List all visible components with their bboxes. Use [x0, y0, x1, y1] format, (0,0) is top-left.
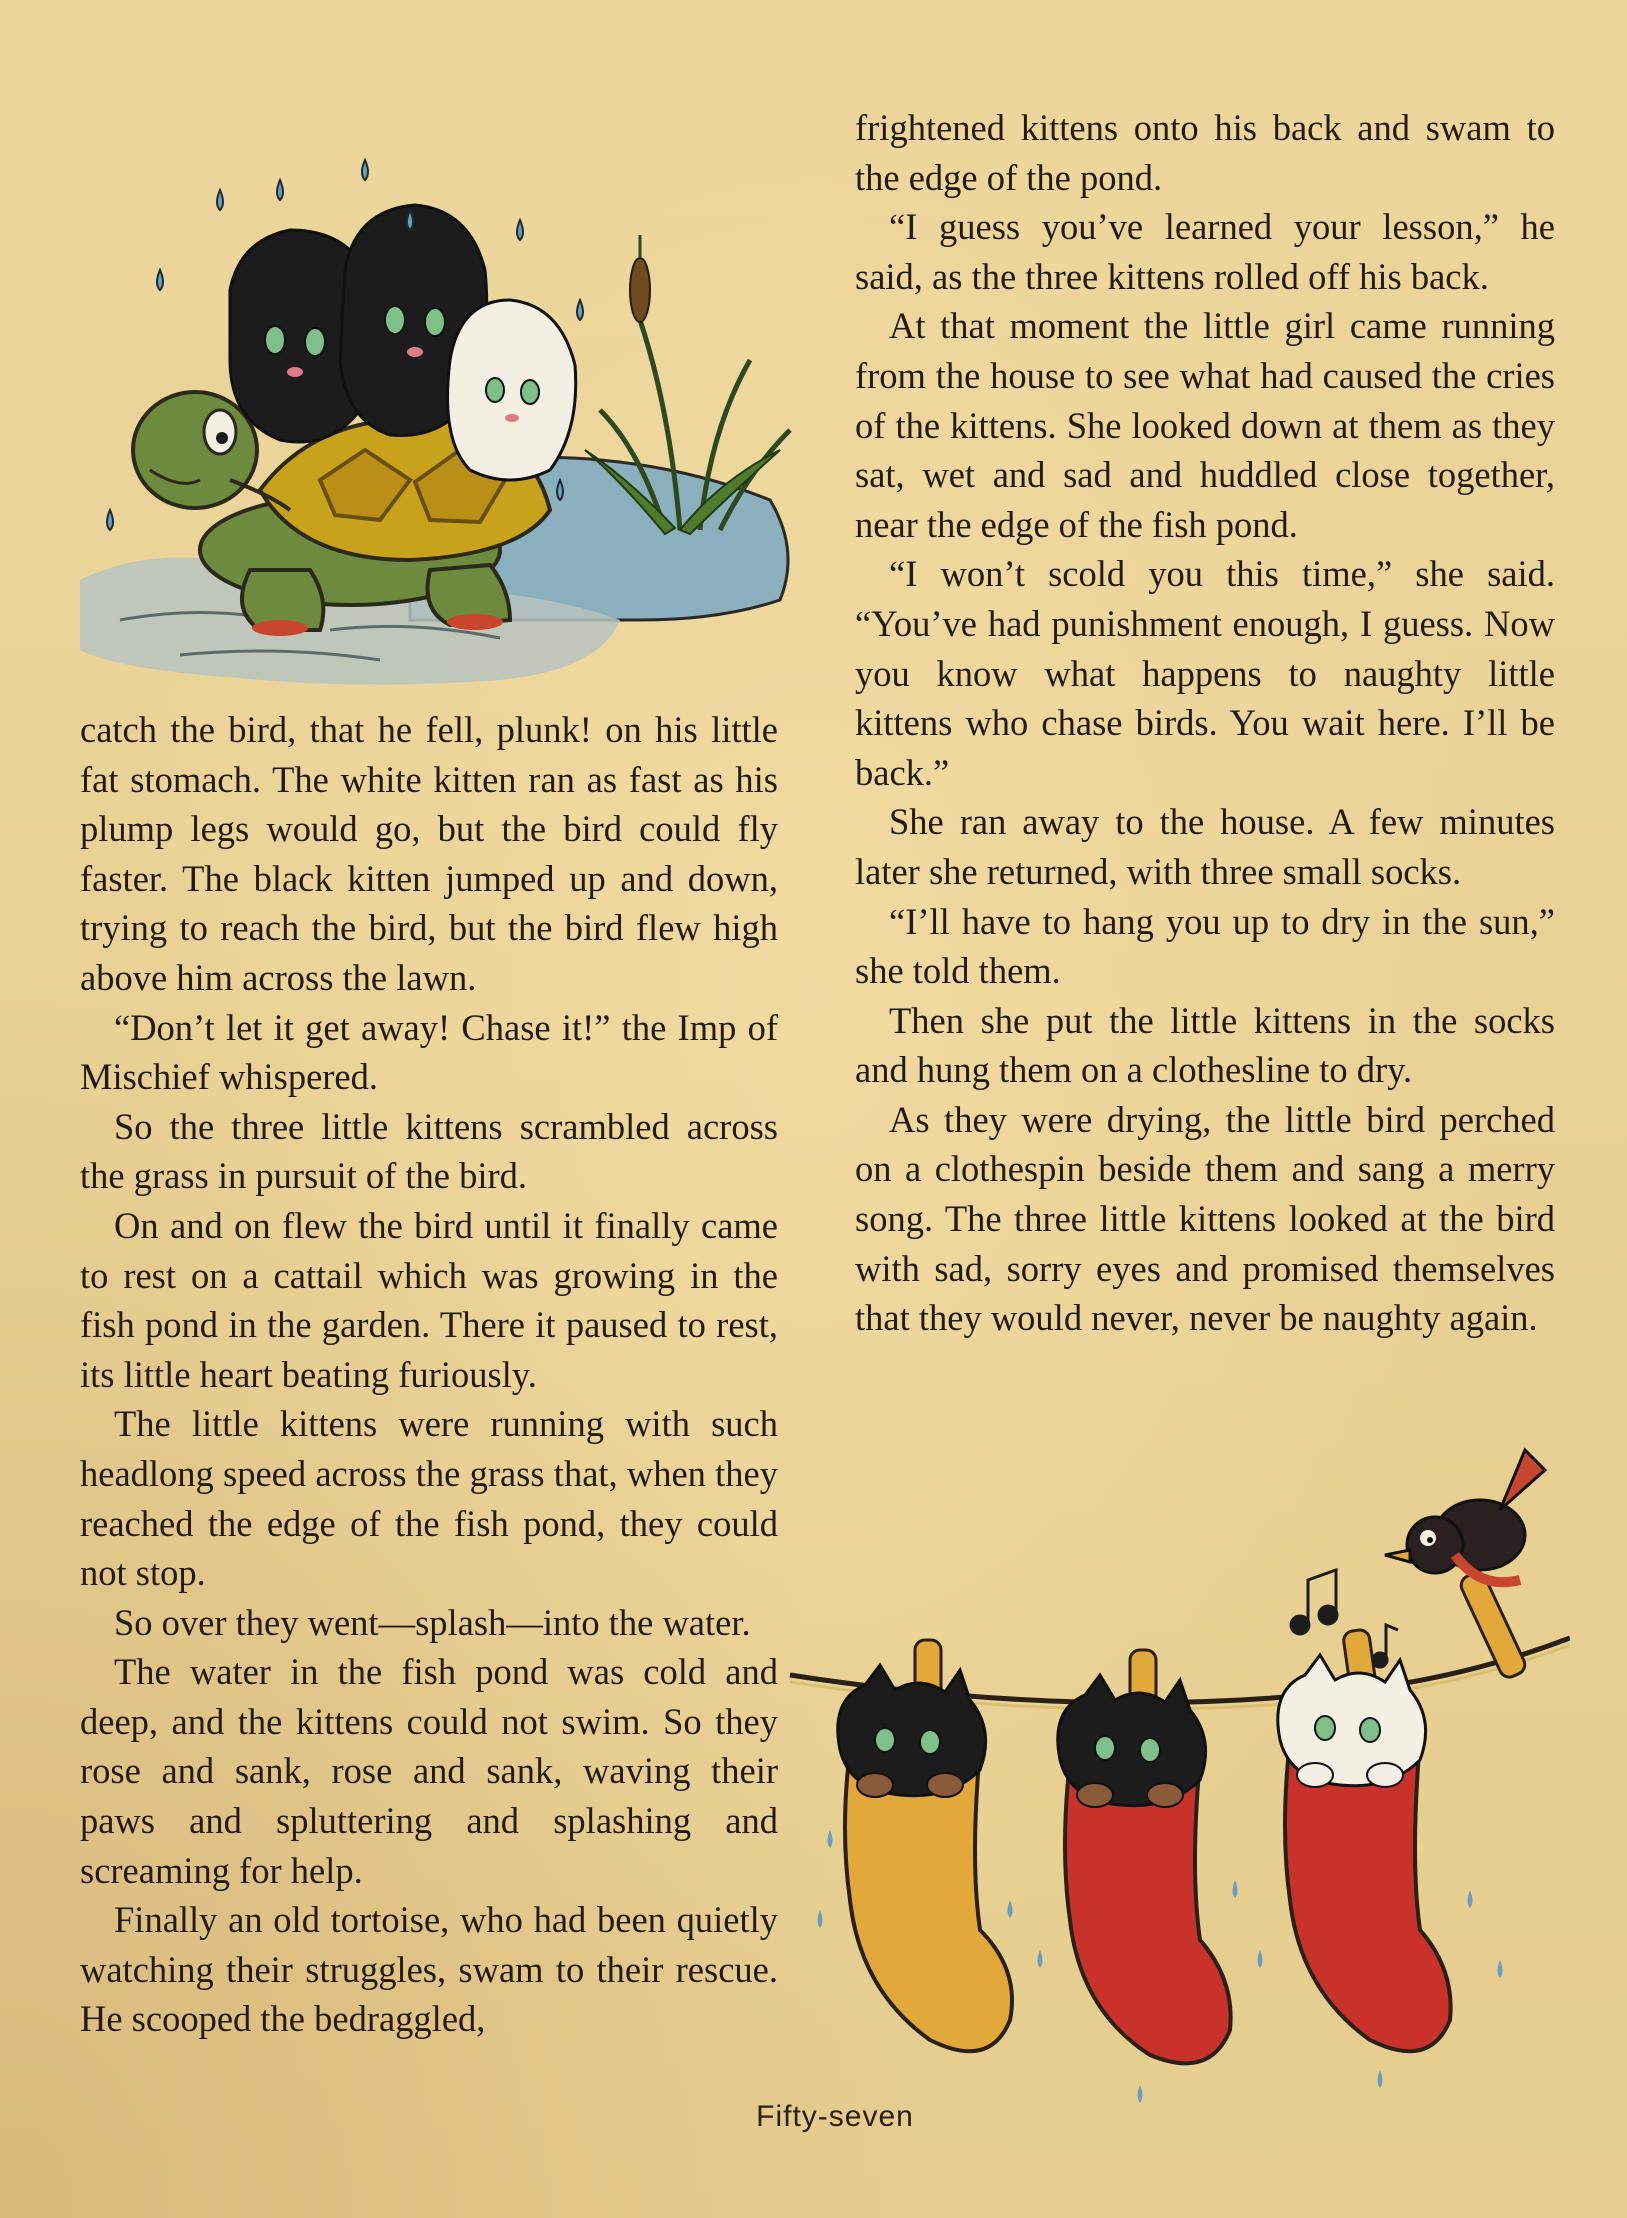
- paragraph: “I won’t scold you this time,” she said. “You’ve had punishment enough, I guess. Now you know what happens to naughty little kittens who chase birds. You wait here. I’ll be back.”: [855, 553, 1555, 793]
- paragraph: As they were drying, the little bird perched on a clothespin beside them and sang a merry song. The three little kittens looked at the bird with sad, sorry eyes and promised themselves that they would never, never be naughty again.: [855, 1098, 1555, 1339]
- paragraph: Then she put the little kittens in the socks and hung them on a clothesline to dry.: [855, 999, 1555, 1091]
- paragraph: She ran away to the house. A few minutes later she returned, with three small socks.: [855, 801, 1555, 892]
- page-number: Fifty-seven: [756, 2100, 914, 2133]
- paragraph: “I guess you’ve learned your lesson,” he said, as the three kittens rolled off his back.: [855, 206, 1555, 297]
- left-column: [80, 705, 778, 2044]
- paragraph: The water in the fish pond was cold and deep, and the kittens could not swim. So they rose and sank, rose and sank, waving their paws and spluttering and splashing and screaming for help.: [80, 1651, 778, 1891]
- paragraph: frightened kittens onto his back and swam to the edge of the pond.: [855, 107, 1555, 198]
- paragraph: At that moment the little girl came running from the house to see what had caused the cries of the kittens. She looked down at them as they sat, wet and sad and huddled close together, near the edge of the fish pond.: [855, 305, 1555, 545]
- right-column: [855, 103, 1555, 1343]
- paragraph: The little kittens were running with such headlong speed across the grass that, when they reached the edge of the fish pond, they could not stop.: [80, 1403, 778, 1594]
- paragraph: Finally an old tortoise, who had been quietly watching their struggles, swam to their rescue. He scooped the bedraggled,: [80, 1899, 778, 2040]
- paragraph: “I’ll have to hang you up to dry in the sun,” she told them.: [855, 900, 1555, 992]
- tortoise-kittens-illustration: [80, 150, 850, 690]
- paragraph: So the three little kittens scrambled across the grass in pursuit of the bird.: [80, 1105, 778, 1197]
- paragraph: “Don’t let it get away! Chase it!” the Imp of Mischief whispered.: [80, 1006, 778, 1098]
- paragraph: So over they went—splash—into the water.: [114, 1601, 751, 1643]
- paragraph: catch the bird, that he fell, plunk! on his little fat stomach. The white kitten ran as fast as his plump legs would go, but the bird could fly faster. The black kitten jumped up and down, trying to reach the bird, but the bird flew high above him across the lawn.: [80, 709, 778, 998]
- clothesline-kittens-illustration: [780, 1430, 1570, 2110]
- paragraph: On and on flew the bird until it finally came to rest on a cattail which was growing in the fish pond in the garden. There it paused to rest, its little heart beating furiously.: [80, 1204, 778, 1395]
